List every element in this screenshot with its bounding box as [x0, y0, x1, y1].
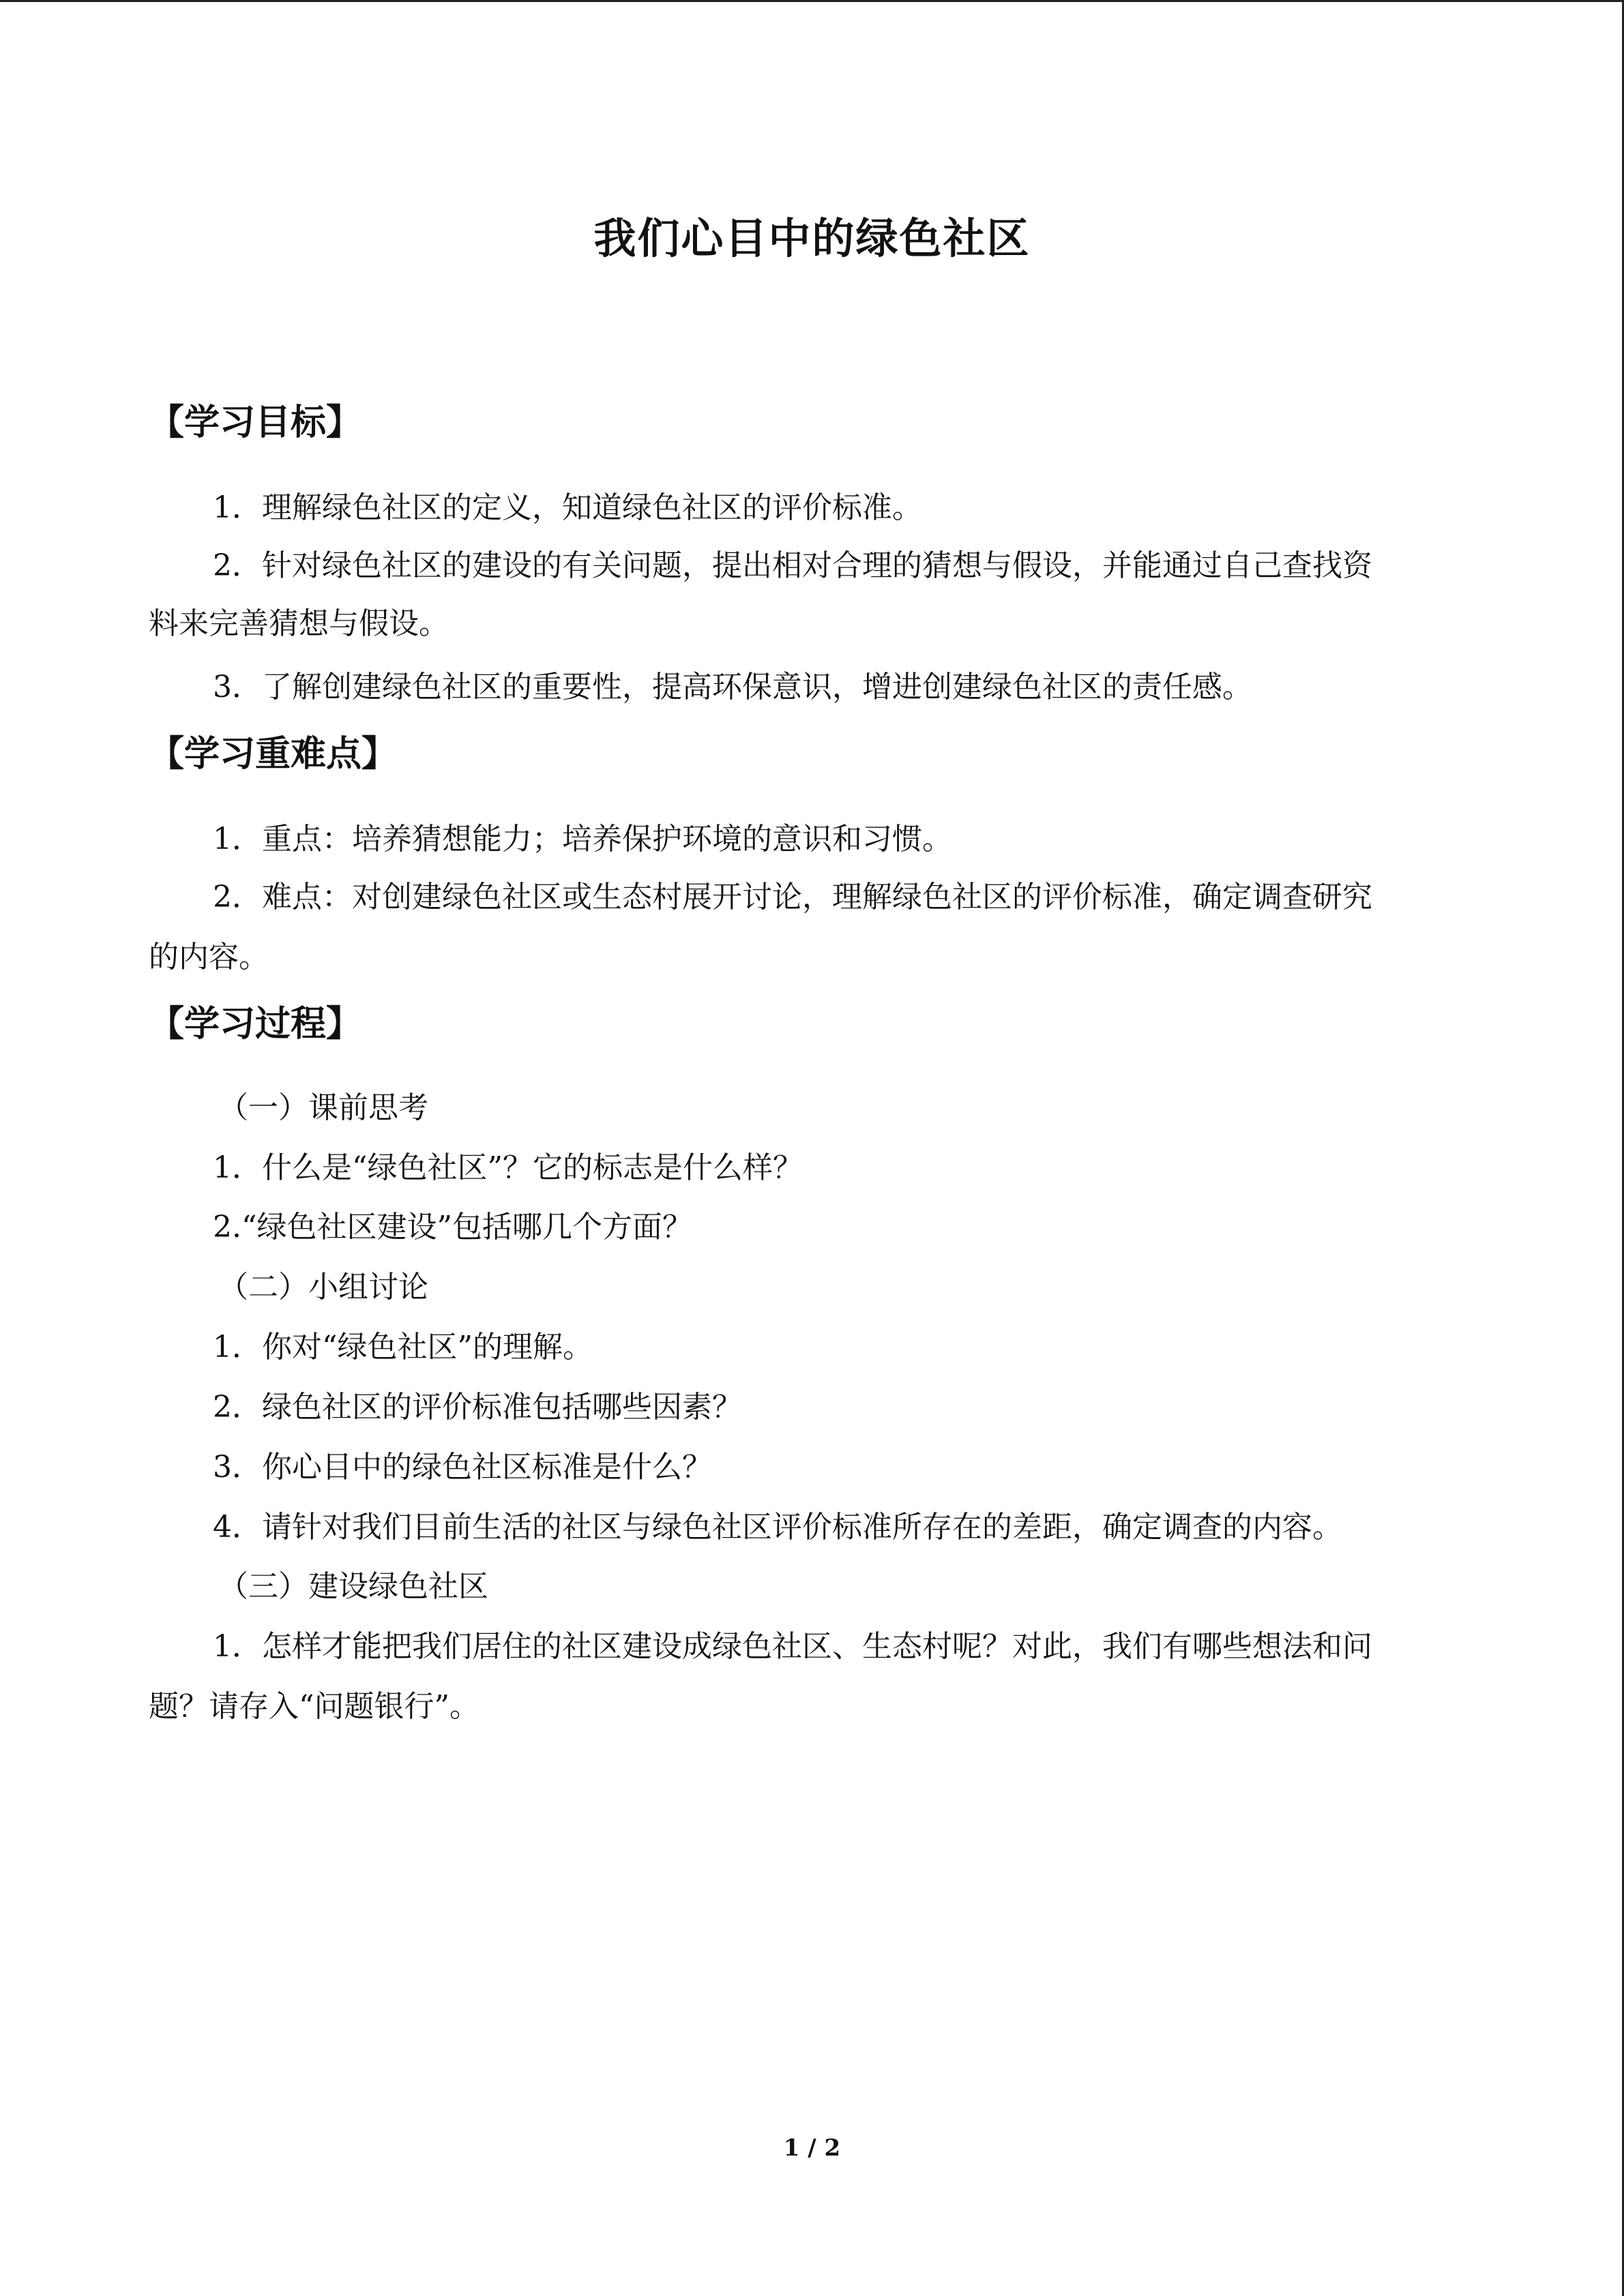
document-title: 我们心目中的绿色社区: [593, 213, 1031, 263]
process-line-1-1: 1．什么是“绿色社区”？它的标志是什么样？: [213, 1150, 803, 1185]
process-subheading-1: （一）课前思考: [218, 1090, 428, 1125]
goal-line-3: 3．了解创建绿色社区的重要性，提高环保意识，增进创建绿色社区的责任感。: [213, 670, 1252, 704]
page-border-top: [0, 0, 1624, 2]
goal-line-2: 2．针对绿色社区的建设的有关问题，提出相对合理的猜想与假设，并能通过自己查找资: [213, 548, 1372, 583]
section-heading-key-points: 【学习重难点】: [149, 734, 398, 775]
goal-line-1: 1．理解绿色社区的定义，知道绿色社区的评价标准。: [213, 490, 922, 525]
page-number: 1 / 2: [783, 2134, 841, 2162]
process-line-1-2: 2.“绿色社区建设”包括哪几个方面？: [213, 1210, 692, 1244]
process-line-2-4: 4．请针对我们目前生活的社区与绿色社区评价标准所存在的差距，确定调查的内容。: [213, 1510, 1342, 1545]
key-point-line-2: 2．难点：对创建绿色社区或生态村展开讨论，理解绿色社区的评价标准，确定调查研究: [213, 880, 1372, 914]
section-heading-learning-process: 【学习过程】: [149, 1004, 362, 1045]
process-subheading-3: （三）建设绿色社区: [218, 1569, 488, 1604]
process-line-2-1: 1．你对“绿色社区”的理解。: [213, 1330, 593, 1365]
process-subheading-2: （二）小组讨论: [218, 1270, 428, 1304]
goal-line-2-continued: 料来完善猜想与假设。: [149, 606, 449, 641]
process-line-3-1-continued: 题？请存入“问题银行”。: [149, 1689, 479, 1724]
key-point-line-1: 1．重点：培养猜想能力；培养保护环境的意识和习惯。: [213, 822, 952, 856]
process-line-2-2: 2．绿色社区的评价标准包括哪些因素？: [213, 1390, 742, 1425]
section-heading-learning-goals: 【学习目标】: [149, 402, 362, 443]
key-point-line-2-continued: 的内容。: [149, 940, 269, 974]
process-line-3-1: 1．怎样才能把我们居住的社区建设成绿色社区、生态村呢？对此，我们有哪些想法和问: [213, 1629, 1372, 1664]
process-line-2-3: 3．你心目中的绿色社区标准是什么？: [213, 1450, 712, 1485]
